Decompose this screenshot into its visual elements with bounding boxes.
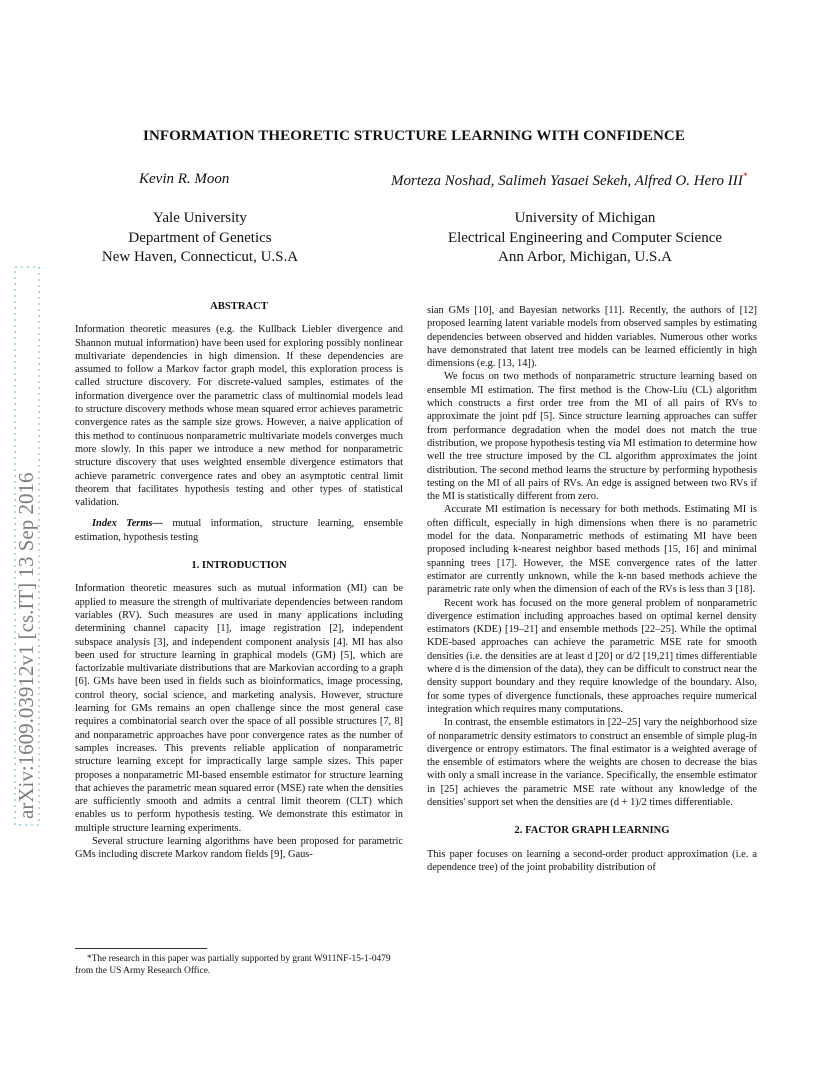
right-column <box>427 304 757 874</box>
footnote-mark-link[interactable]: * <box>742 171 748 181</box>
intro-paragraph-1: Information theoretic measures such as mutual information (MI) can be applied to measure the strength of multivariate dependencies between random variables (RV). Such measures are used in many applications including determining channel capacity [1], image registration [2], independent subspace analysis [3], and independent component analysis [4]. MI has also been used for structure learning in graphical models (GM) [5], which are factorizable multivariate distributions that are Markovian according to a graph [6]. GMs have been used in fields such as bioinformatics, image processing, control theory, social science, and marketing analysis. However, structure learning for GMs remains an open challenge since the most general case requires a combinatorial search over the space of all possible structures [7, 8] and nonparametric approaches have poor convergence rates as the number of samples increases. This prevents reliable application of nonparametric structure learning except for impractically large sample sizes. This paper proposes a nonparametric MI-based ensemble estimator for structure learning that achieves the parametric mean squared error (MSE) rate when the densities are sufficiently smooth and admits a central limit theorem (CLT) which enables us to perform hypothesis testing. We demonstrate this estimator in multiple structure learning experiments. <box>75 583 403 834</box>
affil-right-line: Ann Arbor, Michigan, U.S.A <box>498 249 672 265</box>
author-right-names: Morteza Noshad, Salimeh Yasaei Sekeh, Alfred O. Hero III <box>391 173 743 189</box>
right-paragraph-2: We focus on two methods of nonparametric structure learning based on ensemble MI estimation. The first method is the Chow-Liu (CL) algorithm which constructs a first order tree from the MI of all pairs of RVs to approximate the joint pdf [5]. Since structure learning approaches can suffer from performance degradation when the model does not match the true distribution, we propose hypothesis testing via MI estimation to determine how well the tree structure imposed by the CL algorithm approximates the joint distribution. The second method learns the structure by performing hypothesis testing on the MI of all pairs of RVs. An edge is assigned between two RVs if the MI is statistically different from zero. <box>427 371 757 503</box>
arxiv-stamp-text: arXiv:1609.03912v1 [cs.IT] 13 Sep 2016 <box>14 472 38 819</box>
index-terms <box>75 517 403 544</box>
intro-paragraph-2: Several structure learning algorithms have been proposed for parametric GMs including discrete Markov random fields [9], Gaus- <box>75 835 403 861</box>
affiliation-left <box>95 209 305 268</box>
affiliation-right <box>420 209 750 268</box>
abstract-text: Information theoretic measures (e.g. the Kullback Liebler divergence and Shannon mutual information) have been used for exploring possibly nonlinear multivariate dependencies in high dimension. If these dependencies are assumed to follow a Markov factor graph model, this exploration process is called structure discovery. For discrete-valued samples, estimates of the information divergence over the parametric class of multinomial models lead to structure discovery methods whose mean squared error achieves parametric convergence rates as the sample size grows. However, a naive application of this method to continuous nonparametric multivariate models converges much more slowly. In this paper we introduce a new method for nonparametric structure discovery that uses weighted ensemble divergence estimators that achieve parametric convergence rates and obey an asymptotic central limit theorem that facilitates hypothesis testing and other types of statistical validation. <box>75 324 403 509</box>
right-paragraph-5: In contrast, the ensemble estimators in [22–25] vary the neighborhood size of nonparametric density estimators to construct an ensemble of simple plug-in divergence or entropy estimators. The final estimator is a weighted average of the ensemble of estimators where the weights are chosen to decrease the bias with only a small increase in the variance. Specifically, the ensemble estimator in [25] achieves the parametric MSE rate without any knowledge of the densities' support set when the densities are (d + 1)/2 times differentiable. <box>427 717 757 808</box>
affil-right-line: Electrical Engineering and Computer Science <box>447 229 723 246</box>
intro-heading: 1. INTRODUCTION <box>191 560 287 572</box>
affil-left-line: Department of Genetics <box>128 229 272 246</box>
affil-left-line: Yale University <box>153 210 247 226</box>
right-paragraph-1: sian GMs [10], and Bayesian networks [11]. Recently, the authors of [12] proposed learning latent variable models from observed samples by estimating dependencies between observed and hidden variables. Numerous other works have demonstrated that latent tree models can be learned efficiently in high dimensions (e.g. [13, 14]). <box>427 305 757 370</box>
arxiv-stamp-svg <box>14 266 40 826</box>
left-column <box>75 300 403 862</box>
paper-title: INFORMATION THEORETIC STRUCTURE LEARNING WITH CONFIDENCE <box>143 128 685 144</box>
right-paragraph-4: Recent work has focused on the more general problem of nonparametric divergence estimation including approaches based on optimal kernel density estimators (KDE) [19–21] and ensemble methods [22–25]. While the optimal KDE-based approaches can achieve the parametric MSE rate for smooth densities (i.e. the densities are at least d [20] or d/2 [19,21] times differentiable where d is the dimension of the data), they can be difficult to construct near the density support boundary and they require knowledge of the boundary. Also, for some types of divergence functionals, these approaches require numerical integration which requires many computations. <box>427 597 757 715</box>
affil-right-line: University of Michigan <box>514 210 656 226</box>
author-right <box>391 171 747 190</box>
right-paragraph-3: Accurate MI estimation is necessary for both methods. Estimating MI is often difficult, especially in high dimensions when there is no parametric model for the data. Nonparametric methods of estimating MI have been proposed including k-nearest neighbor based methods [15, 16] and minimal spanning trees [17]. However, the MSE convergence rates of the latter estimator are currently unknown, while the k-nn based methods achieve the parametric rate only when the dimension of each of the RVs is less than 3 [18]. <box>427 504 757 596</box>
affil-left-line: New Haven, Connecticut, U.S.A <box>101 249 299 265</box>
section2-heading: 2. FACTOR GRAPH LEARNING <box>514 825 670 837</box>
index-terms-label: Index Terms— <box>92 518 163 530</box>
author-left: Kevin R. Moon <box>139 171 230 187</box>
arxiv-stamp[interactable] <box>14 266 40 826</box>
footnote-block <box>75 948 403 977</box>
footnote-rule <box>75 948 207 949</box>
abstract-heading: ABSTRACT <box>210 301 268 312</box>
section2-paragraph-1: This paper focuses on learning a second-order product approximation (i.e. a dependence tree) of the joint probability distribution of <box>427 848 757 873</box>
footnote-text: *The research in this paper was partially supported by grant W911NF-15-1-0479 from the US Army Research Office. <box>75 954 391 976</box>
index-terms-text: mutual information, structure learning, ensemble estimation, hypothesis testing <box>75 518 403 543</box>
